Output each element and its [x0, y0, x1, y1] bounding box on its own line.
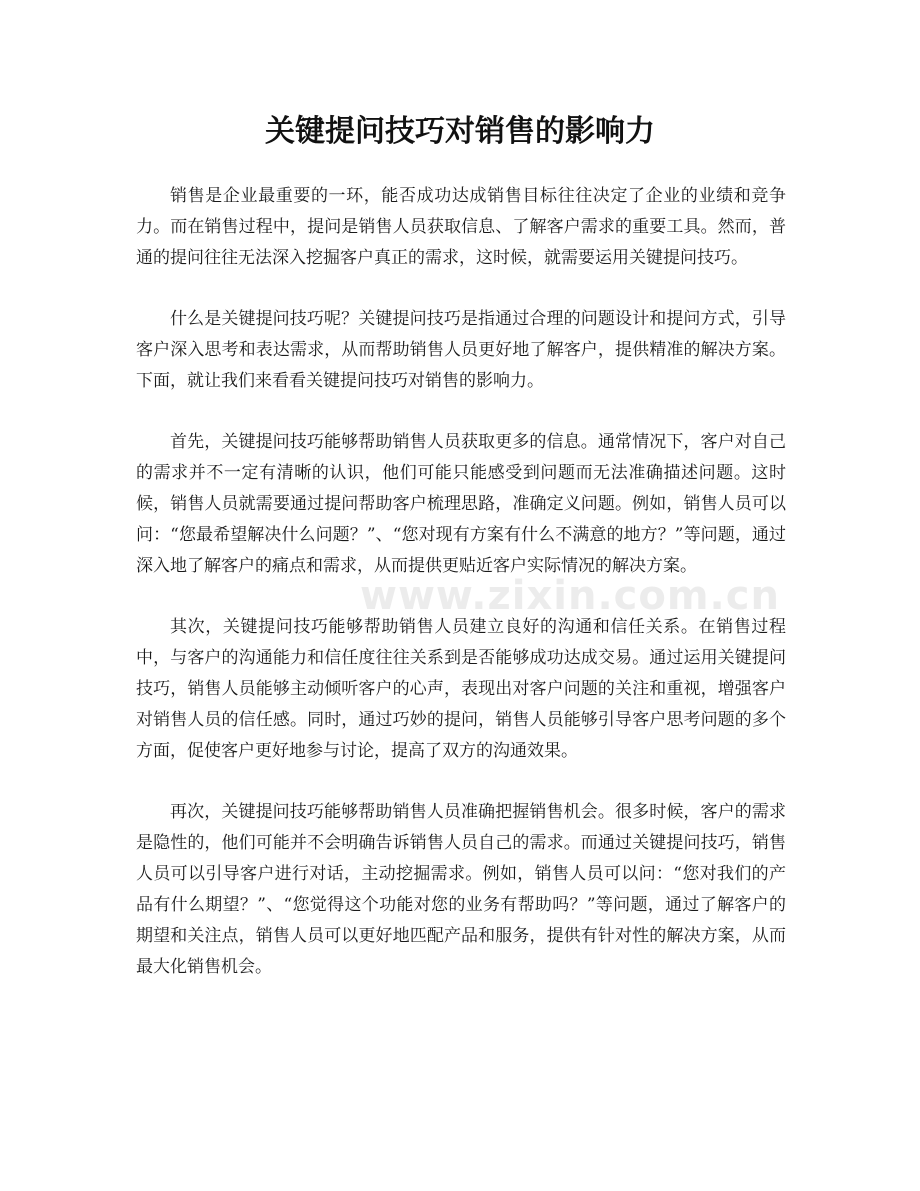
document-body [136, 181, 786, 1013]
paragraph-1: 销售是企业最重要的一环，能否成功达成销售目标往往决定了企业的业绩和竞争力。而在销售过程中，提问是销售人员获取信息、了解客户需求的重要工具。然而，普通的提问往往无法深入挖掘客户真正的需求，这时候，就需要运用关键提问技巧。 [136, 186, 786, 268]
paragraph-2: 什么是关键提问技巧呢？关键提问技巧是指通过合理的问题设计和提问方式，引导客户深入思考和表达需求，从而帮助销售人员更好地了解客户，提供精准的解决方案。下面，就让我们来看看关键提问技巧对销售的影响力。 [136, 309, 786, 391]
paragraph-4: 其次，关键提问技巧能够帮助销售人员建立良好的沟通和信任关系。在销售过程中，与客户的沟通能力和信任度往往关系到是否能够成功达成交易。通过运用关键提问技巧，销售人员能够主动倾听客户的心声，表现出对客户问题的关注和重视，增强客户对销售人员的信任感。同时，通过巧妙的提问，销售人员能够引导客户思考问题的多个方面，促使客户更好地参与讨论，提高了双方的沟通效果。 [136, 617, 786, 761]
paragraph-5: 再次，关键提问技巧能够帮助销售人员准确把握销售机会。很多时候，客户的需求是隐性的，他们可能并不会明确告诉销售人员自己的需求。而通过关键提问技巧，销售人员可以引导客户进行对话，主动挖掘需求。例如，销售人员可以问：“您对我们的产品有什么期望？”、“您觉得这个功能对您的业务有帮助吗？”等问题，通过了解客户的期望和关注点，销售人员可以更好地匹配产品和服务，提供有针对性的解决方案，从而最大化销售机会。 [136, 802, 786, 977]
document-title: 关键提问技巧对销售的影响力 [265, 114, 655, 149]
paragraph-3: 首先，关键提问技巧能够帮助销售人员获取更多的信息。通常情况下，客户对自己的需求并不一定有清晰的认识，他们可能只能感受到问题而无法准确描述问题。这时候，销售人员就需要通过提问帮助客户梳理思路，准确定义问题。例如，销售人员可以问：“您最希望解决什么问题？”、“您对现有方案有什么不满意的地方？”等问题，通过深入地了解客户的痛点和需求，从而提供更贴近客户实际情况的解决方案。 [136, 432, 786, 576]
watermark: www.zixin.com.cn [360, 573, 780, 619]
